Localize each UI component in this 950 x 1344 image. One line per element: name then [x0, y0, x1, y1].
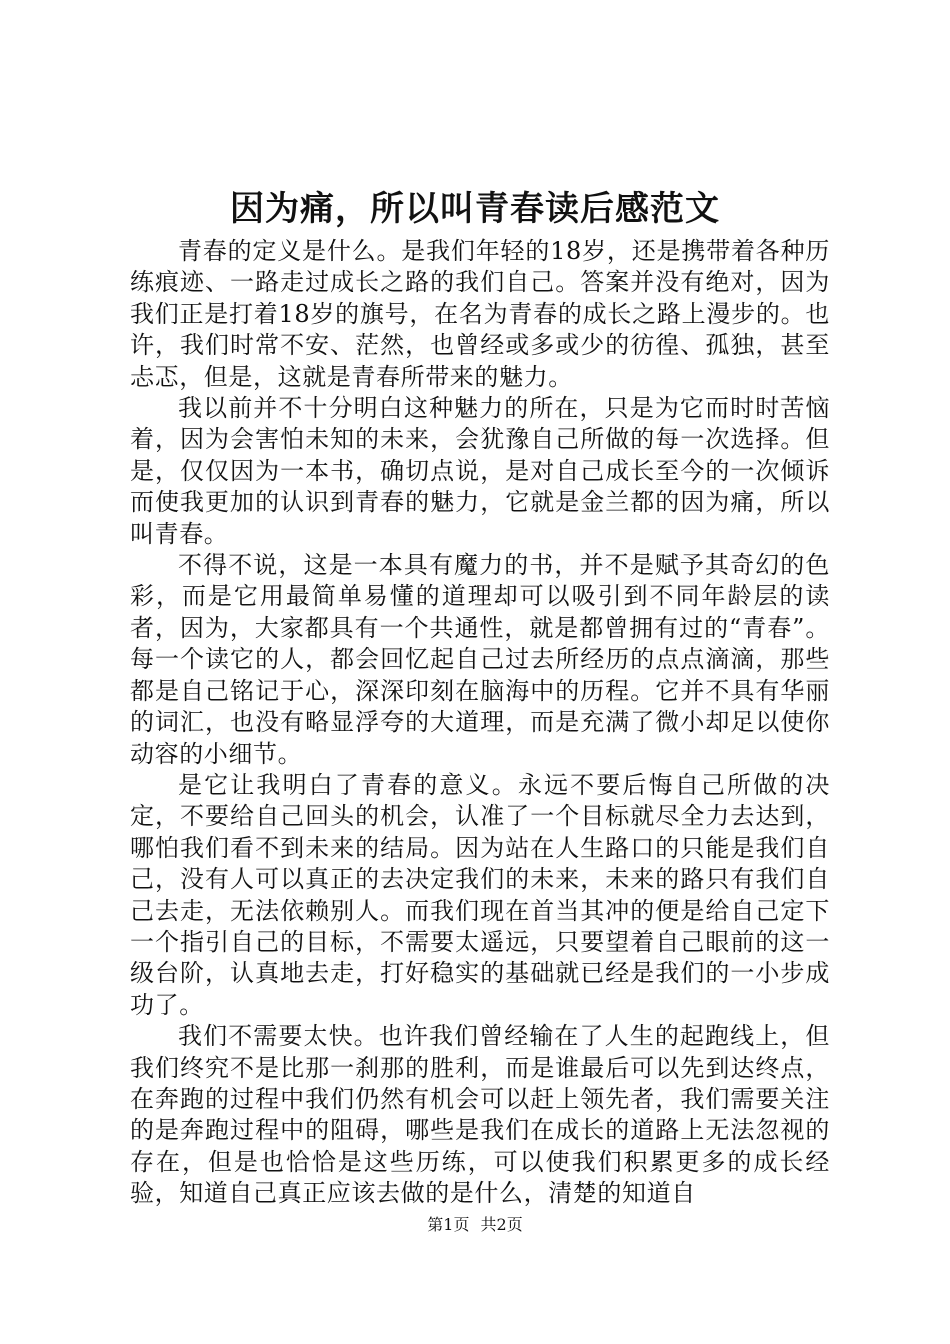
- paragraph-1: 青春的定义是什么。是我们年轻的18岁，还是携带着各种历练痕迹、一路走过成长之路的我们自己。答案并没有绝对，因为我们正是打着18岁的旗号，在名为青春的成长之路上漫步的。也许，我们时常不安、茫然，也曾经或多或少的彷徨、孤独，甚至忐忑，但是，这就是青春所带来的魅力。: [130, 237, 830, 391]
- paragraph-5: 我们不需要太快。也许我们曾经输在了人生的起跑线上，但我们终究不是比那一刹那的胜利，而是谁最后可以先到达终点，在奔跑的过程中我们仍然有机会可以赶上领先者，我们需要关注的是奔跑过程中的阻碍，哪些是我们在成长的道路上无法忽视的存在，但是也恰恰是这些历练，可以使我们积累更多的成长经验，知道自己真正应该去做的是什么，清楚的知道自: [130, 1022, 830, 1208]
- page-number-total: 共2页: [480, 1215, 523, 1234]
- document-title: 因为痛，所以叫青春读后感范文: [230, 189, 720, 229]
- page-footer: [0, 1214, 950, 1236]
- paragraph-4: 是它让我明白了青春的意义。永远不要后悔自己所做的决定，不要给自己回头的机会，认准了一个目标就尽全力去达到，哪怕我们看不到未来的结局。因为站在人生路口的只能是我们自己，没有人可以真正的去决定我们的未来，未来的路只有我们自己去走，无法依赖别人。而我们现在首当其冲的便是给自己定下一个指引自己的目标，不需要太遥远，只要望着自己眼前的这一级台阶，认真地去走，打好稳实的基础就已经是我们的一小步成功了。: [130, 770, 830, 1019]
- document-body: [130, 236, 830, 1210]
- page-number-current: 第1页: [427, 1215, 470, 1234]
- paragraph-3: 不得不说，这是一本具有魔力的书，并不是赋予其奇幻的色彩，而是它用最简单易懂的道理却可以吸引到不同年龄层的读者，因为，大家都具有一个共通性，就是都曾拥有过的“青春”。每一个读它的人，都会回忆起自己过去所经历的点点滴滴，那些都是自己铭记于心，深深印刻在脑海中的历程。它并不具有华丽的词汇，也没有略显浮夸的大道理，而是充满了微小却足以使你动容的小细节。: [130, 551, 830, 768]
- paragraph-2: 我以前并不十分明白这种魅力的所在，只是为它而时时苦恼着，因为会害怕未知的未来，会犹豫自己所做的每一次选择。但是，仅仅因为一本书，确切点说，是对自己成长至今的一次倾诉而使我更加的认识到青春的魅力，它就是金兰都的因为痛，所以叫青春。: [130, 394, 830, 548]
